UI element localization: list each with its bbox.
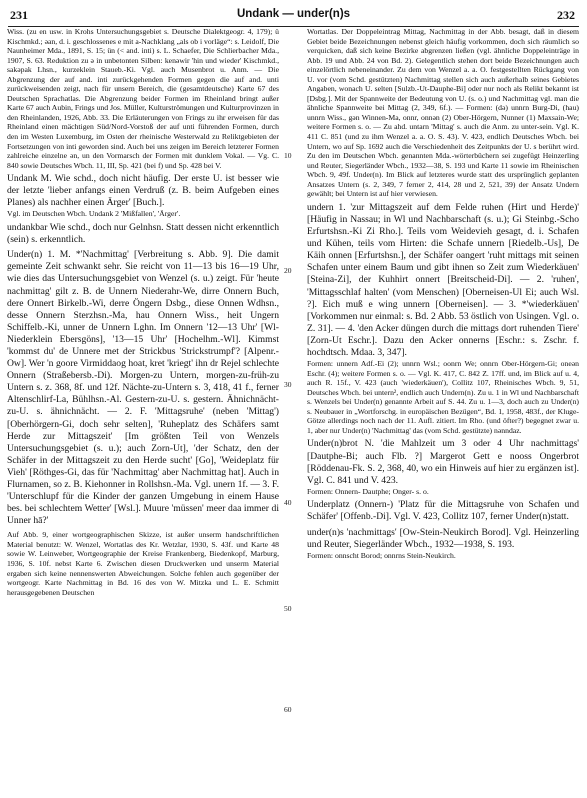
- entry-undern-verb: undern 1. 'zur Mittagszeit auf dem Felde ruhen (Hirt und Herde)' [Häufig in Nassau; in Wl und Nachbarschaft (s. u.); Gi Steinbg.-Scho Erfurtshsn.-Ki Zi Rho.]. Teils vom Weidevieh gesagt, d. i. Schafen und Kühen, teils vom Hirten: die Schafe unnern [Riedelb.-Us], De Käih onnen [Erfurtshsn.], der Schäfer oangert 'ruht mittags mit seinen Schafen unter einem Baum und gibt ihnen so Zeit zum Wiederkäuen' [Steina-Zi], der Kuhhirt onnert [Breitscheid-Di]. — 2. 'ruhen', 'Mittagsschlaf halten' (vom Menschen) [Oberneisen-Ul Ei; auch Wsl. ?]. Eich muß e wing unnern [Oberneisen]. — 3. *'wiederkäuen' [Vorkommen nur einmal: s. Bd. 2 Abb. 53 östlich von Usingen. Vgl. o. Z. 31]. — 4. 'den Acker düngen durch die mittags dort ruhenden Tiere' [Zorn-Ut Eschr.]. Dazu den Acker onnerns [Eschr.: s. Zschr. f. hochdtsch. Mdaa. 3, 347].: [307, 201, 579, 358]
- page-number-left: 231: [10, 8, 28, 22]
- paragraph: Wortatlas. Der Doppeleintrag Mittag, Nachmittag in der Abb. besagt, daß in diesem Gebiet beide Bezeichnungen nebenst gleich häufig vorkommen, doch sich räumlich so verquicken, daß sich keine Bezirke abgrenzen ließen (vgl. ähnliche Doppeleinträge in Abb. 19 und Abb. 24 von Bd. 2). Gelegentlich stehen dort beide Bezeichnungen auch einzelörtlich nebeneinander. Zu dem von Wenzel a. a. O. festgestellten Rückgang von U. vor (vom Schd. gestützten) Nachmittag stellen sich auch außerhalb seines Gebietes Angaben, wonach U. selten [Sulzb.-Ut-Dauphe-Bi] oder nur noch als Relikt bekannt ist [Dsbg.]. Mit der Spannweite der Bedeutung von U. (s. o.) und Nachmittag vgl. man die ähnliche Spannweite bei Mittag (2, 349, 6f.). — Formen: (də) unnrn Burg-Di, (hau) unnrn Wiss., gən Winnen-Ma, onnr, onnən (2) Ober-Hörgern, Nunner (1) Maxsain-We; weitere Formen s. o. — Zu ahd. untarn 'Mittag' s. auch die Anm. zu unter-sein. Vgl. K. 411 C. 851 (und zu ihm Wenzel a. a. O. S. 43). V. 423, endlich Deutsches Wbch. bei Untern, wo auf Sp. 1692 auch die Verschiedenheit des Zeitpunkts der U. s berührt wird. Zu den im Deutschen Wbch. genannten Mda.-wörterbüchern sei zugefügt Heinzerling und Reuter, Siegerländer Wbch., 1932—38, S. 193 und Karte 11 sowie im Rheinischen Wbch. 9, 49f. Under(n). Im Blick auf letzteres wurde statt des ursprünglich geplanten Ansatzes Untern (s. 2, 349, 7 ferner 2, 414, 28 und 2, 521, 39) der Ansatz Undern gewählt; bei Untern ist auf hier verwiesen.: [307, 27, 579, 199]
- entry-undank: Undank M. Wie schd., doch nicht häufig. Der erste U. ist besser wie der letzte 'lieber anfangs einen Verdruß (z. B. beim Aufgeben eines Planes) als nachher einen Ärger' [Buch.].: [7, 173, 279, 209]
- line-number: 60: [284, 705, 292, 714]
- page-header: [0, 4, 587, 26]
- line-number: 50: [284, 604, 292, 613]
- paragraph: Vgl. im Deutschen Wbch. Undank 2 'Mißfallen', 'Ärger'.: [7, 209, 181, 219]
- line-number: 40: [284, 498, 292, 507]
- line-number: 10: [284, 151, 292, 160]
- page-number-right: 232: [557, 8, 575, 22]
- left-column: [7, 27, 279, 794]
- entry-underplatz: Underplatz (Onnern-) 'Platz für die Mittagsruhe von Schafen und Schäfer' [Offenb.-Di]. Vgl. V. 423, Collitz 107, ferner Under(n)statt.: [307, 499, 579, 523]
- right-column: [307, 27, 579, 794]
- line-number: 30: [284, 380, 292, 389]
- paragraph: Formen: onnscht Borod; onnrns Stein-Neukirch.: [307, 550, 456, 560]
- entry-undankbar: undankbar Wie schd., doch nur Gelnhsn. Statt dessen nicht erkenntlich (sein) s. erkenntlich.: [7, 222, 279, 246]
- paragraph: Formen: Onnern- Dautphe; Onger- s. o.: [307, 486, 429, 496]
- entry-undernbrot: Under(n)brot N. 'die Mahlzeit um 3 oder 4 Uhr nachmittags' [Dautphe-Bi; auch Flb. ?] Margerot Gett e nooss Ongerbrot [Röddenau-Fk. S. 2, 368, 40, wo ein Hinweis auf hier zu ergänzen ist]. Vgl. C. 841 und V. 423.: [307, 438, 579, 486]
- line-number: 20: [284, 266, 292, 275]
- paragraph: Formen: unnern Adf.-Ei (2); unnrn Wsl.; oonrn We; onnrn Ober-Hörgern-Gi; oneən Eschr. (4); weitere Formen s. o. — Vgl. K. 417, C. 842 Z. 17ff. und, im Blick auf u. 4, auch R. 15f., V. 423 (auch 'wiederkäuen'), Collitz 107, Rheinisches Wbch. 9, 51, Deutsches Wbch. bei untern², endlich auch Undern(n). Zu u. 1 in Wl und Nachbarschaft s. Wenzels bei Under(n) genannte Arbeit auf S. 44. Zu u. 1—3, doch auch zu Under(n) s. Neubauer in „Wortforschg. in europäischen Bezügen“, Bd. 1, 1958, 483f., der Kluge-Götze allerdings noch nach der 11. Aufl. zitiert. Im Rho. (und öfter?) begegnet zwar u. 1, aber nur Under(n) 'Nachmittag' das (vom Schd. gestützte) nənndaz.: [307, 359, 579, 435]
- paragraph: Wiss. (zu en usw. in Krohs Untersuchungsgebiet s. Deutsche Dialektgeogr. 4, 179); ü Kischmkd.; əan, d. i. geschlossenes e mit a-Nachklang „als ob i vorläge“: s. Leidolf, Die Naunheimer Mda., 1891, S. 15; ün (< and. inti) s. L. Schaefer, Die Schlierbacher Mda., 1907, S. 63. Reduktion zu ə in unbetonten Silben: kenəwir 'hin und wieder' Kischmkd., sakəpak Lhsn., kurzeklein Staueb.-Ki. Vgl. auch Musenbrot u. Anm. — Die Abgrenzung der auf and. inti zurückgehenden Formen gegen die auf and. unti zurückweisenden zeigt, nach für unsern Bereich, die (gesamtdeutsche) Karte 67 des Deutschen Sprachatlas. Die Abgrenzung beider Formen im Rheinland bringt außer Karte 67 auch Aubin, Frings und Jos. Müller, Kulturströmungen und Kulturprovinzen in den Rheinlanden, 1926, Abb. 33. Die Erläuterungen von Frings zu ihr erweisen für das Rheinland einen mächtigen Süd/Nord-Vorstoß der auf unti führenden Formen, durch den im Westen Luxemburg, im Osten der rheinische Westerwald zu Reliktgebieten der Fortsetzungen von inti geworden sind. Auch bei uns zeigen im Bereich letzterer Formen zahlreiche einzelne ən, un den Vormarsch der Formen mit dunklem Vokal. — Vg. C. 840 sowie Deutsches Wbch. 11, III, Sp. 421 (bei f) und Sp. 428 bei V.: [7, 27, 279, 170]
- entry-underns: under(n)s 'nachmittags' [Ow-Stein-Neukirch Borod]. Vgl. Heinzerling und Reuter, Siegerländer Wbch., 1932—1938, S. 193.: [307, 526, 579, 550]
- entry-undern: Under(n) 1. M. *'Nachmittag' [Verbreitung s. Abb. 9]. Die damit gemeinte Zeit schwankt sehr. Sie reicht von 11—13 bis 16—19 Uhr, wie dies das Untersuchungsgebiet von Wenzel (s. u.) zeigt. Für 'heute nachmittag' gilt z. B. de Unnern Niederahr-We, dirre Onnern Buch, dere Onnert Birkelb.-Wi, derre Öngern Dsbg., diese Onnen Wdhsn., desse Onnern Sterzhsn.-Ma, hau Onnern Wiss., heit Ungern Schiffelb.-Ki, unner de Unnern Lghn. Im Onnern '12—13 Uhr' [Wl-Niederklein Ebersgöns], '13—15 Uhr' [Hochelhm.-Wl]. Kimmst 'kommst du' de Unnere met der Strickbus 'Strickstrumpf'? [Alpenr.-Ow]. Wer 'n goore Virmiddaog hoat, kret 'kriegt' ihn dr Rejel schlechte Onnern (Straßebersb.-Di). Morgen-zu Untern, morgen-zu-früh-zu Untern s. z. 368, 8f. und 12f. Nächte-zu-Untern s. 3, 418, 41 f., ferner Altenschlirf-La, Bühlhsn.-Al. Gestern-zu-U. s. gestern. Ähnichnächt-zu-U. s. ähnichnächt. — 2. F. 'Mittagsruhe' (neben 'Mittag') [Oberhörgern-Gi, doch sehr selten], 'Ruheplatz des Schäfers samt Herde zur Mittagszeit' [Im größten Teil von Wenzels Untersuchungsgebiet (s. u.); auch Zorn-Ut], 'der Schatz, den der Schäfer in der Mittagszeit zu den Herde sucht' [Go], 'Weideplatz für Vieh' [Röthges-Gi, das für 'Nachmittag' aber Nachmittag hat]. Auch in Flurnamen, so z. B. Kiehonner in Rollshsn.-Ma. Vgl. unern 1f. — 3. F. 'Unterschlupf für die Kinder der ganzen Umgebung in einem Hause bes. bei schlechtem Wetter' [Wsl.]. Muure 'müssen' meer daa immer di Unner hā?': [7, 249, 279, 527]
- running-title: Undank — under(n)s: [236, 8, 351, 20]
- paragraph: Auf Abb. 9, einer wortgeographischen Skizze, ist außer unserm handschriftlichen Material benutzt: W. Wenzel, Wortatlas des Kr. Wetzlar, 1930, S. 43f. und Karte 48 sowie W. Leinweber, Wortgeographie der Kreise Frankenberg, Biedenkopf, Marburg, 1936, S. 10f. nebst Karte 6. Zwischen diesen Druckwerken und unserm Material ergaben sich keine nennenswerten Abweichungen. Solche fehlen auch gegenüber der wortgeogr. Karte Nachmittag in Bd. 16 des von W. Mitzka und L. E. Schmitt herausgegebenen Deutschen: [7, 530, 279, 597]
